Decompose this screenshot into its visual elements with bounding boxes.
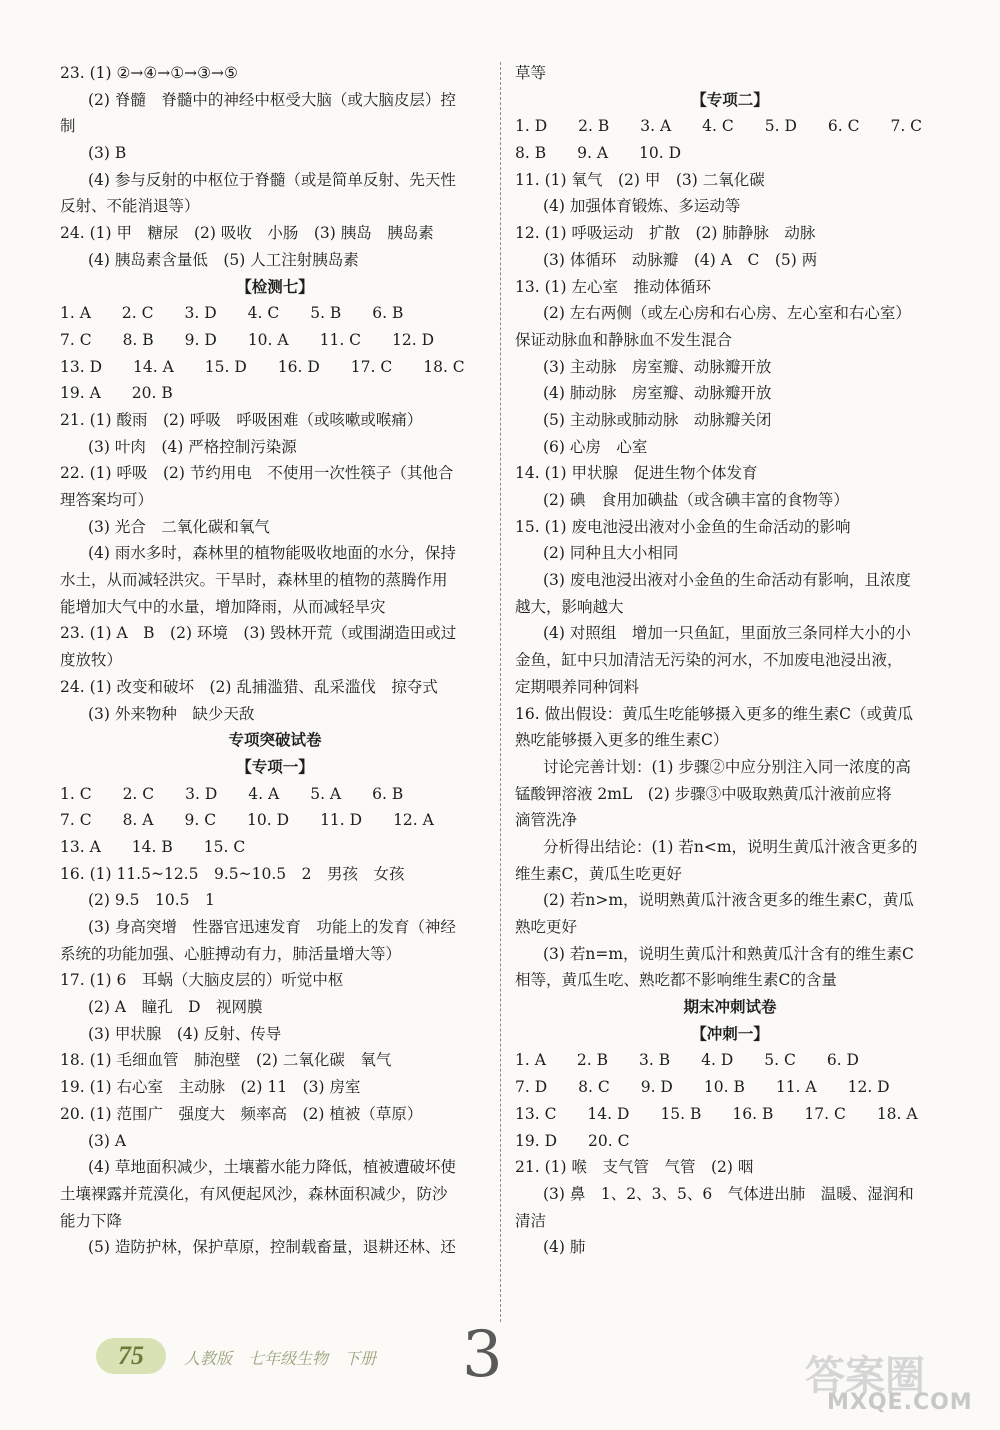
answer-line: 1. D 2. B 3. A 4. C 5. D 6. C 7. C (515, 117, 923, 136)
watermark-logo: 答案圈 (805, 1353, 925, 1399)
answer-line: 18. (1) 毛细血管 肺泡壁 (2) 二氧化碳 氧气 (60, 1051, 392, 1070)
answer-line: 越大，影响越大 (515, 597, 624, 616)
answer-line: (3) 外来物种 缺少天敌 (88, 704, 255, 723)
section-heading: 期末冲刺试卷 (683, 997, 777, 1017)
answer-line: 度放牧） (60, 651, 123, 670)
answer-line: 11. (1) 氧气 (2) 甲 (3) 二氧化碳 (515, 170, 765, 189)
answer-line: 系统的功能加强、心脏搏动有力，肺活量增大等） (60, 944, 402, 963)
answer-line: (3) 光合 二氧化碳和氧气 (88, 517, 270, 536)
answer-line: 熟吃能够摄入更多的维生素C） (515, 731, 729, 750)
answer-line: 24. (1) 甲 糖尿 (2) 吸收 小肠 (3) 胰岛 胰岛素 (60, 224, 434, 243)
answer-line: 7. C 8. A 9. C 10. D 11. D 12. A (60, 811, 434, 830)
answer-line: (3) 废电池浸出液对小金鱼的生命活动有影响，且浓度 (543, 571, 911, 590)
answer-line: 分析得出结论：(1) 若n<m，说明生黄瓜汁液含更多的 (543, 837, 918, 856)
section-heading: 【冲刺一】 (691, 1023, 769, 1043)
answer-line: (6) 心房 心室 (543, 437, 648, 456)
page-number: 75 (96, 1338, 166, 1374)
answer-line: 相等，黄瓜生吃、熟吃都不影响维生素C的含量 (515, 971, 837, 990)
answer-line: 14. (1) 甲状腺 促进生物个体发育 (515, 464, 758, 483)
answer-line: (4) 对照组 增加一只鱼缸，里面放三条同样大小的小 (543, 624, 911, 643)
answer-line: (5) 造防护林，保护草原，控制载畜量，退耕还林、还 (88, 1238, 456, 1257)
answer-line: 21. (1) 喉 支气管 气管 (2) 咽 (515, 1158, 754, 1177)
answer-line: (3) A (88, 1131, 127, 1150)
answer-line: 清洁 (515, 1211, 547, 1230)
answer-line: (4) 肺 (543, 1238, 586, 1257)
answer-line: 21. (1) 酸雨 (2) 呼吸 呼吸困难（或咳嗽或喉痛） (60, 410, 423, 429)
answer-line: 8. B 9. A 10. D (515, 144, 682, 163)
answer-line: (3) 鼻 1、2、3、5、6 气体进出肺 温暖、湿润和 (543, 1184, 914, 1203)
answer-line: 7. C 8. B 9. D 10. A 11. C 12. D (60, 330, 435, 349)
answer-line: 23. (1) ②→④→①→③→⑤ (60, 64, 238, 82)
answer-line: 19. A 20. B (60, 384, 173, 403)
answer-line: 23. (1) A B (2) 环境 (3) 毁林开荒（或围湖造田或过 (60, 624, 457, 643)
column-divider (500, 62, 501, 1322)
answer-line: 12. (1) 呼吸运动 扩散 (2) 肺静脉 动脉 (515, 224, 816, 243)
answer-line: (4) 草地面积减少，土壤蓄水能力降低，植被遭破坏使 (88, 1158, 456, 1177)
answer-line: 土壤裸露并荒漠化，有风便起风沙，森林面积减少，防沙 (60, 1184, 448, 1203)
answer-line: (3) 主动脉 房室瓣、动脉瓣开放 (543, 357, 772, 376)
answer-line: (3) B (88, 144, 127, 163)
right-column (515, 60, 945, 1261)
answer-line: 锰酸钾溶液 2mL (2) 步骤③中吸取熟黄瓜汁液前应将 (515, 784, 892, 803)
answer-line: 能力下降 (60, 1211, 123, 1230)
answer-line: (3) 若n=m，说明生黄瓜汁和熟黄瓜汁含有的维生素C (543, 944, 914, 963)
answer-line: (3) 甲状腺 (4) 反射、传导 (88, 1024, 282, 1043)
section-heading: 专项突破试卷 (228, 730, 322, 750)
answer-line: 定期喂养同种饲料 (515, 677, 640, 696)
answer-line: (3) 叶肉 (4) 严格控制污染源 (88, 437, 297, 456)
section-heading: 【专项一】 (236, 756, 314, 776)
answer-line: (4) 参与反射的中枢位于脊髓（或是简单反射、先天性 (88, 170, 456, 189)
answer-line: 15. (1) 废电池浸出液对小金鱼的生命活动的影响 (515, 517, 851, 536)
answer-line: 13. A 14. B 15. C (60, 837, 246, 856)
answer-line: 理答案均可） (60, 491, 154, 509)
answer-line: (4) 肺动脉 房室瓣、动脉瓣开放 (543, 384, 772, 403)
answer-line: 1. C 2. C 3. D 4. A 5. A 6. B (60, 784, 404, 803)
section-heading: 【检测七】 (236, 276, 314, 296)
handwritten-mark: 3 (462, 1318, 503, 1392)
answer-line: 13. C 14. D 15. B 16. B 17. C 18. A (515, 1104, 918, 1123)
answer-line: (4) 雨水多时，森林里的植物能吸收地面的水分，保持 (88, 544, 456, 563)
answer-line: 19. (1) 右心室 主动脉 (2) 11 (3) 房室 (60, 1078, 361, 1097)
answer-line: 保证动脉血和静脉血不发生混合 (515, 330, 733, 349)
answer-line: 金鱼，缸中只加清洁无污染的河水，不加废电池浸出液， (515, 651, 903, 670)
section-heading: 【专项二】 (691, 89, 769, 109)
answer-line: 19. D 20. C (515, 1131, 630, 1150)
answer-line: 能增加大气中的水量，增加降雨，从而减轻旱灾 (60, 597, 386, 616)
answer-line: (2) 9.5 10.5 1 (88, 891, 215, 910)
answer-line: 13. D 14. A 15. D 16. D 17. C 18. C (60, 357, 465, 376)
footer-book-title: 人教版 七年级生物 下册 (184, 1349, 377, 1368)
answer-line: 反射、不能消退等） (60, 197, 200, 216)
watermark (805, 1338, 995, 1418)
answer-line: 1. A 2. B 3. B 4. D 5. C 6. D (515, 1051, 859, 1070)
answer-line: (2) 脊髓 脊髓中的神经中枢受大脑（或大脑皮层）控 (88, 90, 456, 109)
left-column (60, 60, 490, 1261)
answer-line: 讨论完善计划：(1) 步骤②中应分别注入同一浓度的高 (543, 757, 911, 776)
answer-line: (2) 碘 食用加碘盐（或含碘丰富的食物等） (543, 491, 849, 509)
answer-line: 22. (1) 呼吸 (2) 节约用电 不使用一次性筷子（其他合 (60, 464, 454, 483)
answer-line: (2) 同种且大小相同 (543, 544, 679, 563)
answer-line: 维生素C，黄瓜生吃更好 (515, 864, 682, 883)
answer-line: 水土，从而减轻洪灾。干旱时，森林里的植物的蒸腾作用 (60, 571, 448, 590)
answer-line: 13. (1) 左心室 推动体循环 (515, 277, 711, 296)
answer-line: 滴管洗净 (515, 811, 578, 830)
answer-line: (2) 左右两侧（或左心房和右心房、左心室和右心室） (543, 304, 911, 323)
answer-line: (3) 体循环 动脉瓣 (4) A C (5) 两 (543, 250, 818, 269)
answer-line: (2) A 瞳孔 D 视网膜 (88, 998, 263, 1017)
answer-line: 16. 做出假设：黄瓜生吃能够摄入更多的维生素C（或黄瓜 (515, 704, 913, 723)
answer-line: (2) 若n>m，说明熟黄瓜汁液含更多的维生素C，黄瓜 (543, 891, 914, 910)
answer-line: 20. (1) 范围广 强度大 频率高 (2) 植被（草原） (60, 1104, 423, 1123)
watermark-url: MXQE.COM (827, 1390, 973, 1415)
answer-line: 制 (60, 117, 76, 136)
answer-line: 16. (1) 11.5~12.5 9.5~10.5 2 男孩 女孩 (60, 864, 405, 883)
answer-line: 7. D 8. C 9. D 10. B 11. A 12. D (515, 1078, 890, 1097)
answer-line: 24. (1) 改变和破坏 (2) 乱捕滥猎、乱采滥伐 掠夺式 (60, 677, 438, 696)
answer-line: 17. (1) 6 耳蜗（大脑皮层的）听觉中枢 (60, 971, 344, 990)
answer-line: (4) 加强体育锻炼、多运动等 (543, 197, 741, 216)
answer-line: 熟吃更好 (515, 918, 578, 936)
answer-line: (3) 身高突增 性器官迅速发育 功能上的发育（神经 (88, 918, 456, 936)
answer-line: 草等 (515, 64, 547, 82)
answer-line: 1. A 2. C 3. D 4. C 5. B 6. B (60, 304, 404, 323)
answer-line: (5) 主动脉或肺动脉 动脉瓣关闭 (543, 410, 772, 429)
answer-line: (4) 胰岛素含量低 (5) 人工注射胰岛素 (88, 250, 359, 269)
